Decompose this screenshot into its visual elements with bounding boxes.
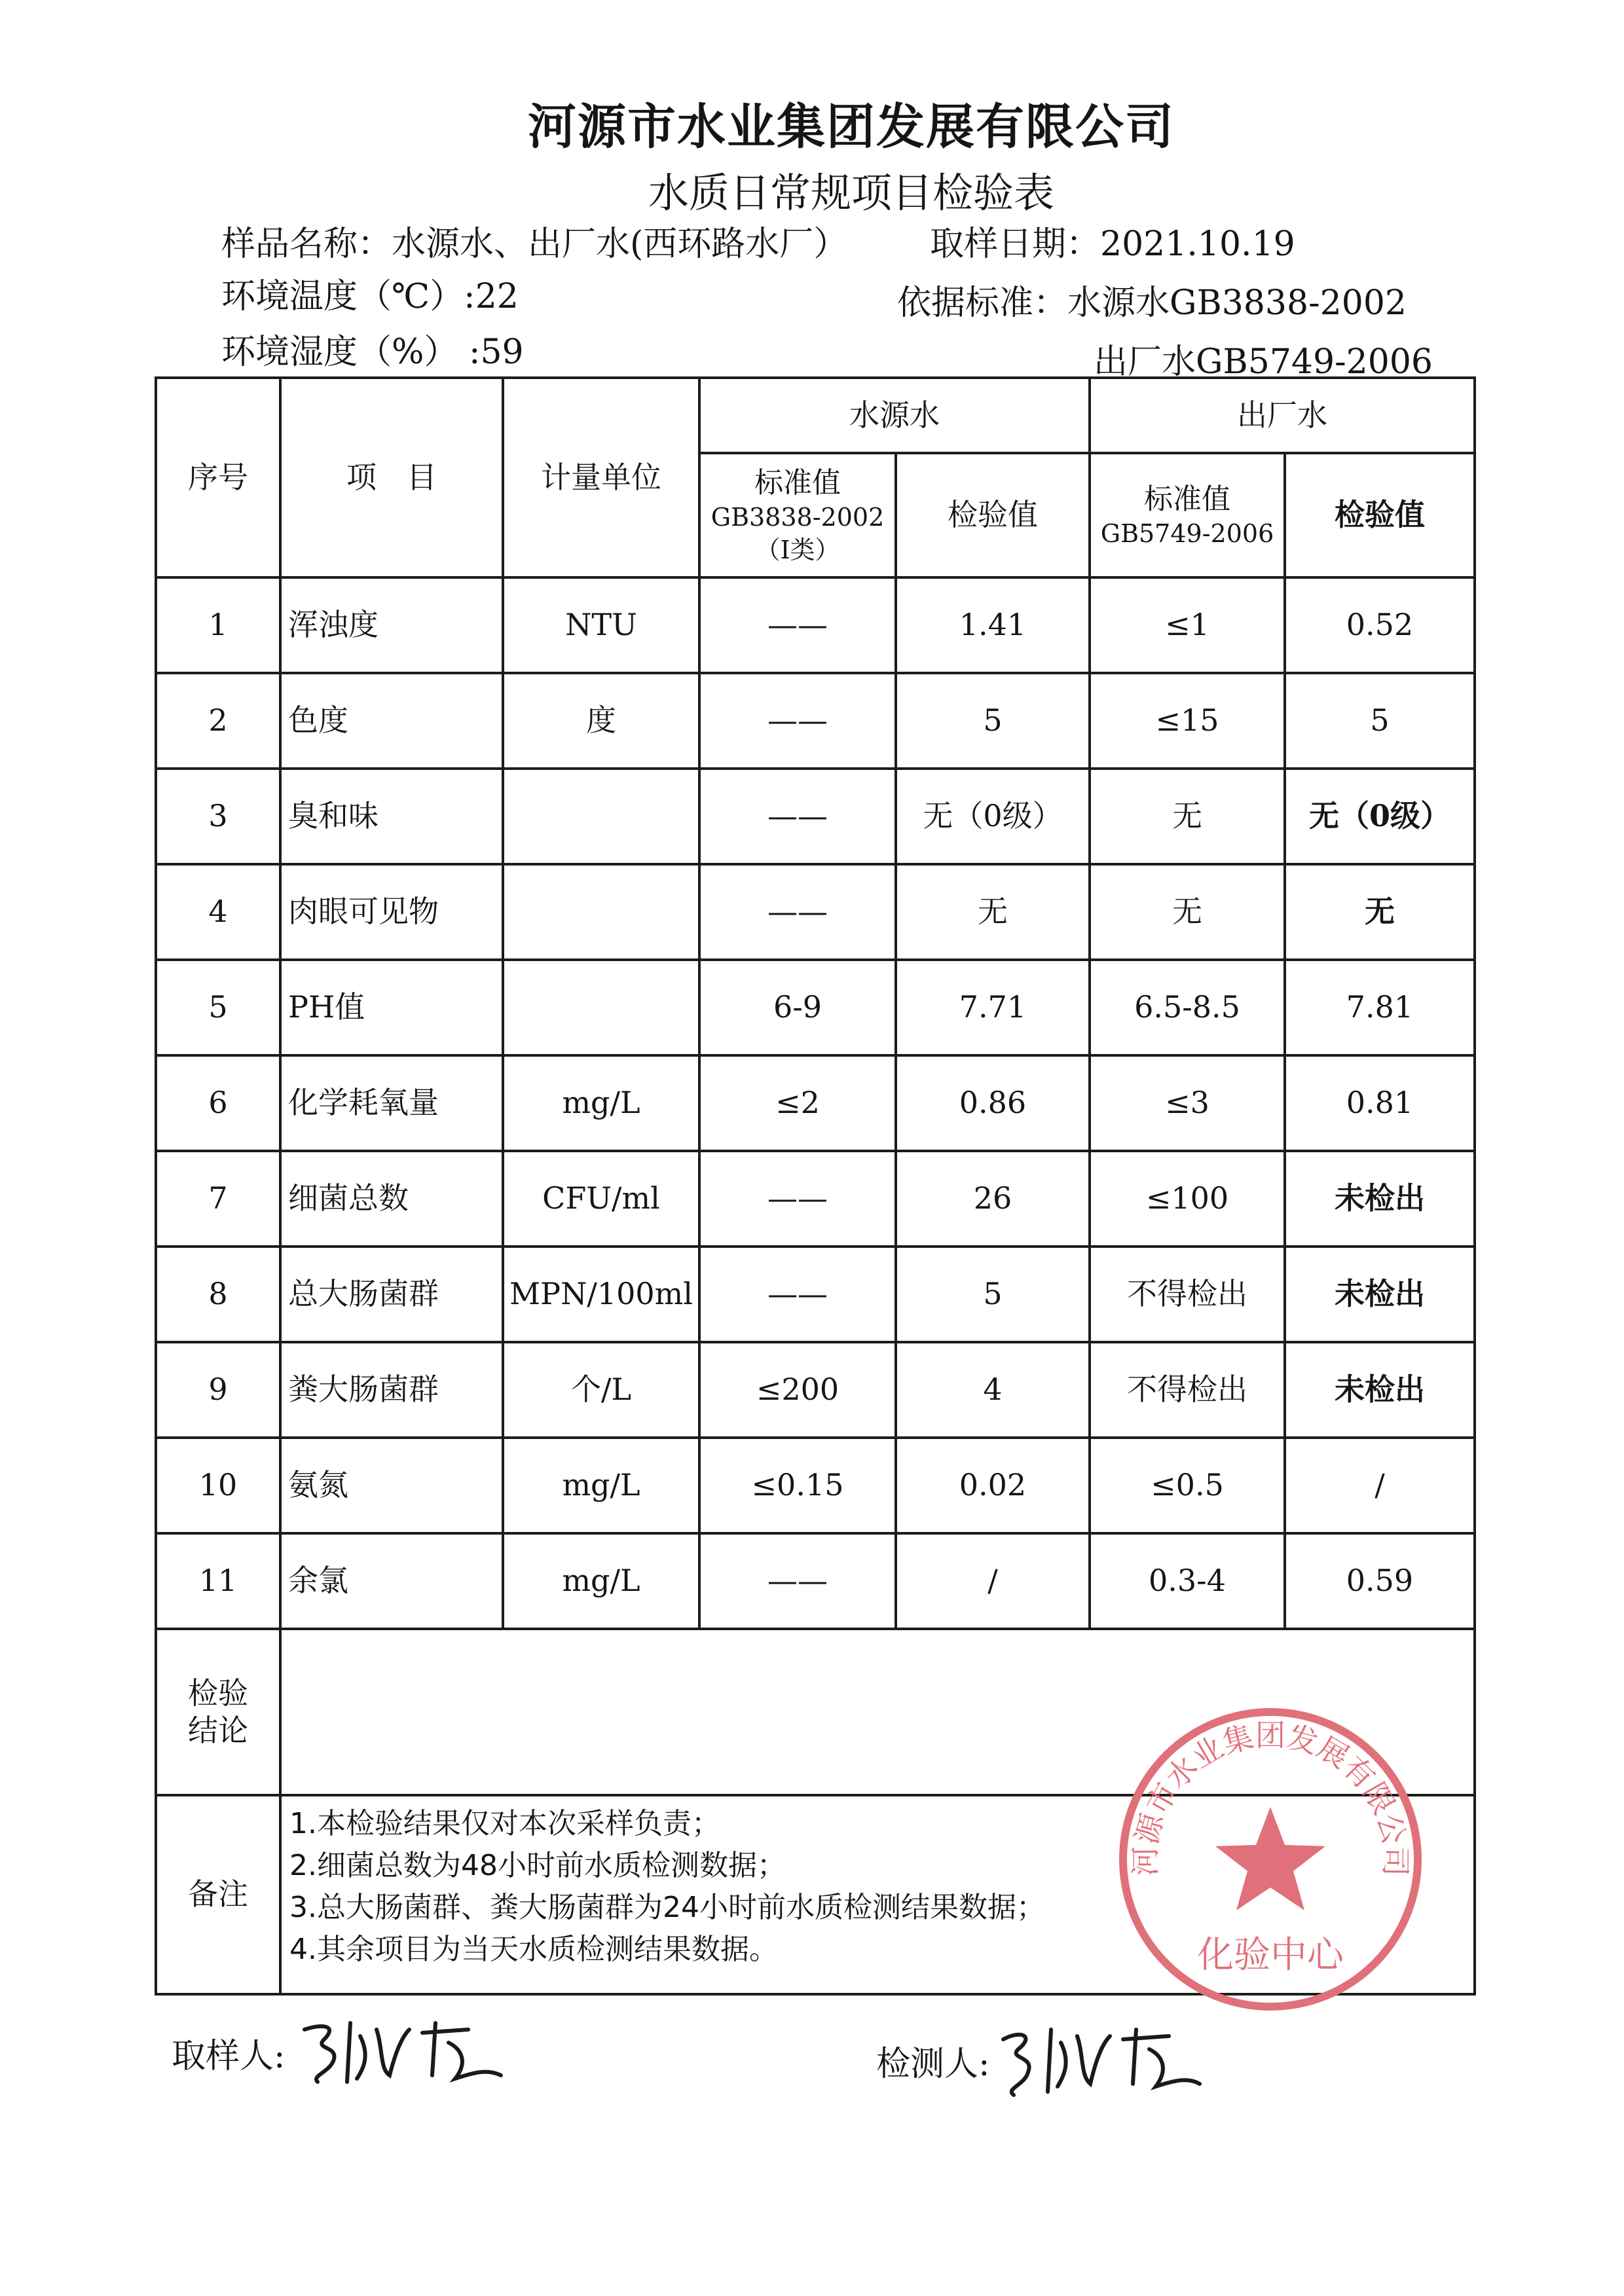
row-unit: MPN/100ml (503, 1247, 699, 1342)
row-item: 总大肠菌群 (280, 1247, 503, 1342)
env-temperature: 环境温度（℃）:22 (221, 277, 519, 316)
seal-star-icon (1215, 1807, 1325, 1910)
row-unit: mg/L (503, 1055, 699, 1151)
row-source-val: 1.41 (896, 577, 1090, 673)
row-unit: CFU/ml (503, 1151, 699, 1247)
sampler-label: 取样人: (172, 2037, 286, 2076)
header-group-factory: 出厂水 (1090, 378, 1475, 453)
seal-center-text: 化验中心 (1197, 1934, 1344, 1977)
standard-source: 依据标准：水源水GB3838-2002 (897, 283, 1407, 323)
factory-std-code: GB5749-2006 (1100, 519, 1274, 548)
header-group-source: 水源水 (699, 378, 1090, 453)
tester-label: 检测人: (876, 2045, 990, 2084)
header-unit: 计量单位 (503, 378, 699, 577)
row-factory-val: 0.59 (1285, 1533, 1475, 1629)
data-rows (156, 577, 1475, 1629)
row-factory-std: 无 (1090, 864, 1285, 960)
row-source-std: —— (699, 1151, 896, 1247)
row-factory-val: 未检出 (1285, 1247, 1475, 1342)
row-source-val: 无（0级） (896, 769, 1090, 864)
official-seal (1113, 1702, 1428, 2016)
row-item: 化学耗氧量 (280, 1055, 503, 1151)
table-row (156, 1438, 1475, 1533)
header-factory-test: 检验值 (1285, 453, 1475, 577)
table-row (156, 1533, 1475, 1629)
company-title: 河源市水业集团发展有限公司 (528, 99, 1175, 155)
row-factory-std: ≤1 (1090, 577, 1285, 673)
note-line-4: 4.其余项目为当天水质检测结果数据。 (289, 1933, 778, 1966)
row-source-std: —— (699, 769, 896, 864)
row-source-val: 4 (896, 1342, 1090, 1438)
row-source-std: —— (699, 577, 896, 673)
row-no: 5 (156, 960, 280, 1055)
sampler-signature (298, 2010, 507, 2095)
table-row (156, 673, 1475, 769)
row-source-std: —— (699, 673, 896, 769)
row-source-std: ≤0.15 (699, 1438, 896, 1533)
header-source-test: 检验值 (896, 453, 1090, 577)
sample-date: 取样日期：2021.10.19 (930, 225, 1295, 264)
row-unit: mg/L (503, 1438, 699, 1533)
row-factory-val: 未检出 (1285, 1342, 1475, 1438)
row-item: 粪大肠菌群 (280, 1342, 503, 1438)
row-source-val: 0.86 (896, 1055, 1090, 1151)
row-factory-std: ≤0.5 (1090, 1438, 1285, 1533)
row-item: 臭和味 (280, 769, 503, 864)
row-factory-std: 不得检出 (1090, 1342, 1285, 1438)
row-factory-std: ≤3 (1090, 1055, 1285, 1151)
row-item: 色度 (280, 673, 503, 769)
row-no: 1 (156, 577, 280, 673)
env-humidity: 环境湿度（%） :59 (221, 333, 524, 372)
factory-std-label: 标准值 (1144, 482, 1230, 516)
row-source-std: ≤200 (699, 1342, 896, 1438)
row-item: 细菌总数 (280, 1151, 503, 1247)
row-unit (503, 864, 699, 960)
row-item: 余氯 (280, 1533, 503, 1629)
table-row (156, 1055, 1475, 1151)
tester-signature (995, 2013, 1205, 2105)
row-unit: NTU (503, 577, 699, 673)
row-no: 2 (156, 673, 280, 769)
row-factory-val: 7.81 (1285, 960, 1475, 1055)
row-no: 8 (156, 1247, 280, 1342)
row-factory-val: / (1285, 1438, 1475, 1533)
header-no: 序号 (156, 378, 280, 577)
row-unit: 度 (503, 673, 699, 769)
row-factory-std: 不得检出 (1090, 1247, 1285, 1342)
note-line-3: 3.总大肠菌群、粪大肠菌群为24小时前水质检测结果数据； (289, 1891, 1045, 1924)
row-factory-std: ≤15 (1090, 673, 1285, 769)
table-row (156, 1342, 1475, 1438)
table-row (156, 1151, 1475, 1247)
row-factory-val: 无 (1285, 864, 1475, 960)
row-factory-val: 5 (1285, 673, 1475, 769)
row-no: 6 (156, 1055, 280, 1151)
conclusion-label-2: 结论 (188, 1713, 248, 1748)
table-row (156, 1247, 1475, 1342)
row-factory-std: 6.5-8.5 (1090, 960, 1285, 1055)
header-item: 项 目 (280, 378, 503, 577)
row-factory-std: ≤100 (1090, 1151, 1285, 1247)
header-source-standard (699, 453, 896, 577)
table-row (156, 864, 1475, 960)
row-unit (503, 769, 699, 864)
source-std-code: GB3838-2002 (710, 503, 885, 532)
row-item: 浑浊度 (280, 577, 503, 673)
row-factory-val: 0.81 (1285, 1055, 1475, 1151)
row-factory-val: 无（0级） (1285, 769, 1475, 864)
note-line-1: 1.本检验结果仅对本次采样负责； (289, 1807, 720, 1840)
row-item: PH值 (280, 960, 503, 1055)
row-factory-std: 无 (1090, 769, 1285, 864)
standard-factory: 出厂水GB5749-2006 (1094, 342, 1433, 382)
row-source-val: 7.71 (896, 960, 1090, 1055)
row-item: 肉眼可见物 (280, 864, 503, 960)
row-no: 9 (156, 1342, 280, 1438)
table-row (156, 769, 1475, 864)
row-factory-val: 未检出 (1285, 1151, 1475, 1247)
row-no: 10 (156, 1438, 280, 1533)
row-no: 3 (156, 769, 280, 864)
notes-label: 备注 (156, 1795, 280, 1994)
conclusion-label (156, 1629, 280, 1795)
row-item: 氨氮 (280, 1438, 503, 1533)
row-source-std: —— (699, 1533, 896, 1629)
row-source-val: 26 (896, 1151, 1090, 1247)
row-factory-std: 0.3-4 (1090, 1533, 1285, 1629)
row-factory-val: 0.52 (1285, 577, 1475, 673)
row-source-val: / (896, 1533, 1090, 1629)
row-source-val: 无 (896, 864, 1090, 960)
row-unit: mg/L (503, 1533, 699, 1629)
seal-ring-text: 河源市水业集团发展有限公司 (1127, 1717, 1414, 1877)
row-source-std: 6-9 (699, 960, 896, 1055)
row-source-val: 5 (896, 673, 1090, 769)
table-row (156, 577, 1475, 673)
row-unit: 个/L (503, 1342, 699, 1438)
row-no: 11 (156, 1533, 280, 1629)
row-no: 7 (156, 1151, 280, 1247)
row-source-val: 5 (896, 1247, 1090, 1342)
form-title: 水质日常规项目检验表 (648, 169, 1054, 217)
row-source-std: —— (699, 1247, 896, 1342)
row-no: 4 (156, 864, 280, 960)
note-line-2: 2.细菌总数为48小时前水质检测数据； (289, 1849, 786, 1882)
sample-name: 样品名称：水源水、出厂水(西环路水厂） (221, 225, 848, 264)
row-source-std: ≤2 (699, 1055, 896, 1151)
row-unit (503, 960, 699, 1055)
table-row (156, 960, 1475, 1055)
source-std-class: （Ⅰ类） (755, 535, 840, 564)
row-source-val: 0.02 (896, 1438, 1090, 1533)
header-factory-standard (1090, 453, 1285, 577)
source-std-label: 标准值 (754, 466, 841, 500)
row-source-std: —— (699, 864, 896, 960)
conclusion-label-1: 检验 (188, 1675, 248, 1711)
